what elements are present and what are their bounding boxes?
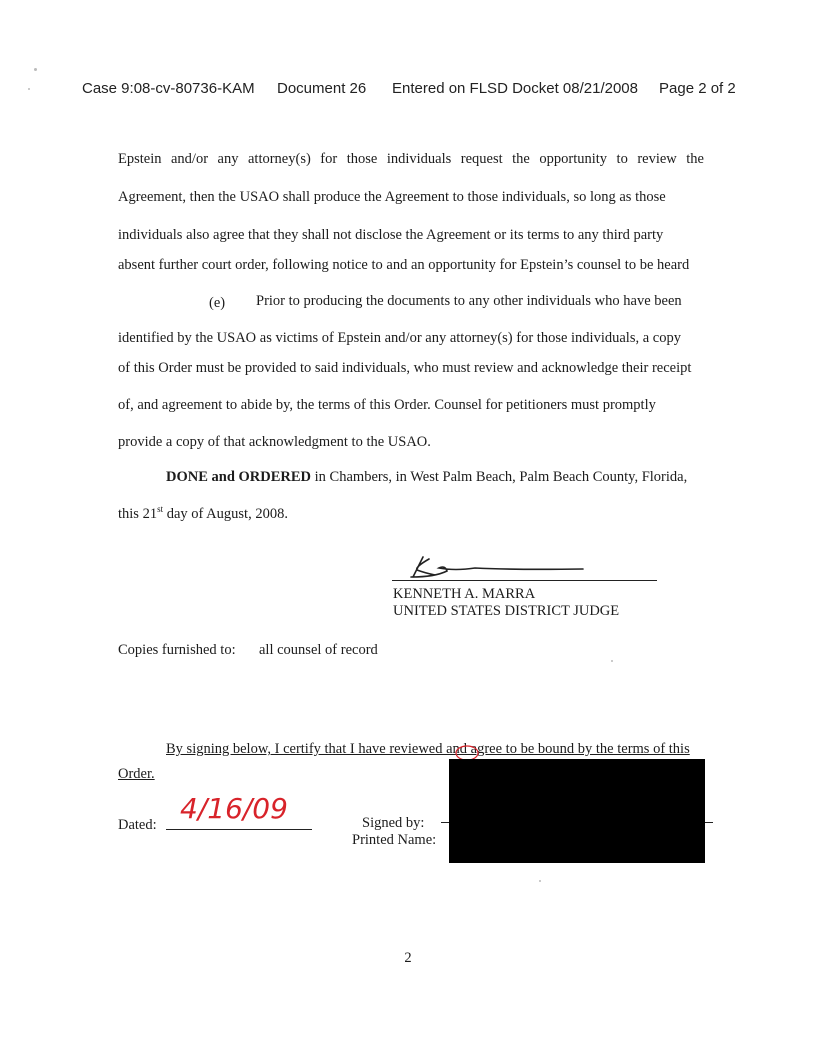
acknowledgment-order-word: Order. [118, 766, 155, 782]
order-clause [166, 469, 687, 486]
scan-speck [611, 660, 613, 662]
done-ordered-text: in Chambers, in West Palm Beach, Palm Beach County, Florida, [311, 469, 688, 485]
signed-by-label: Signed by: [362, 815, 425, 831]
case-number: Case 9:08-cv-80736-KAM [82, 80, 255, 97]
body-line: absent further court order, following notice to and an opportunity for Epstein’s counsel to be heard [118, 257, 690, 273]
signature-field-line-end [705, 822, 713, 823]
subsection-marker: (e) [209, 295, 226, 311]
handwritten-date-text: 4/16/09 [180, 792, 288, 825]
signature-field-line [441, 822, 449, 823]
date-suffix: day of August, 2008. [163, 506, 288, 522]
body-line: individuals also agree that they shall not disclose the Agreement or its terms to any third party [118, 227, 664, 243]
judge-title: UNITED STATES DISTRICT JUDGE [393, 603, 620, 619]
dated-label: Dated: [118, 817, 157, 833]
order-date [118, 506, 288, 523]
docket-entry-date: Entered on FLSD Docket 08/21/2008 [392, 80, 638, 97]
copies-value: all counsel of record [259, 642, 378, 658]
scan-speck [28, 88, 30, 90]
body-line: of this Order must be provided to said individuals, who must review and acknowledge their receipt [118, 360, 692, 376]
printed-name-label: Printed Name: [352, 832, 437, 848]
body-line: Prior to producing the documents to any other individuals who have been [256, 293, 682, 309]
handwritten-date [180, 788, 290, 836]
docket-header [82, 80, 742, 102]
done-ordered-bold: DONE and ORDERED [166, 469, 312, 485]
signature-line [392, 580, 657, 581]
scan-speck [539, 880, 541, 882]
body-line: of, and agreement to abide by, the terms of this Order. Counsel for petitioners must promptly [118, 397, 656, 413]
page-number: 2 [404, 950, 412, 966]
body-line: identified by the USAO as victims of Epstein and/or any attorney(s) for those individuals, a copy [118, 330, 681, 346]
document-number: Document 26 [277, 80, 367, 97]
date-prefix: this 21 [118, 506, 158, 522]
scan-speck [34, 68, 37, 71]
body-line: provide a copy of that acknowledgment to the USAO. [118, 434, 431, 450]
body-line: Agreement, then the USAO shall produce the Agreement to those individuals, so long as those [118, 189, 666, 205]
copies-label: Copies furnished to: [118, 642, 236, 658]
date-ordinal: st [157, 504, 164, 515]
redaction-block [449, 759, 705, 863]
body-line: Epstein and/or any attorney(s) for those individuals request the opportunity to review the [118, 151, 704, 167]
acknowledgment-statement: By signing below, I certify that I have reviewed and agree to be bound by the terms of this [166, 741, 690, 757]
judge-name: KENNETH A. MARRA [393, 586, 536, 602]
page-indicator: Page 2 of 2 [659, 80, 736, 97]
